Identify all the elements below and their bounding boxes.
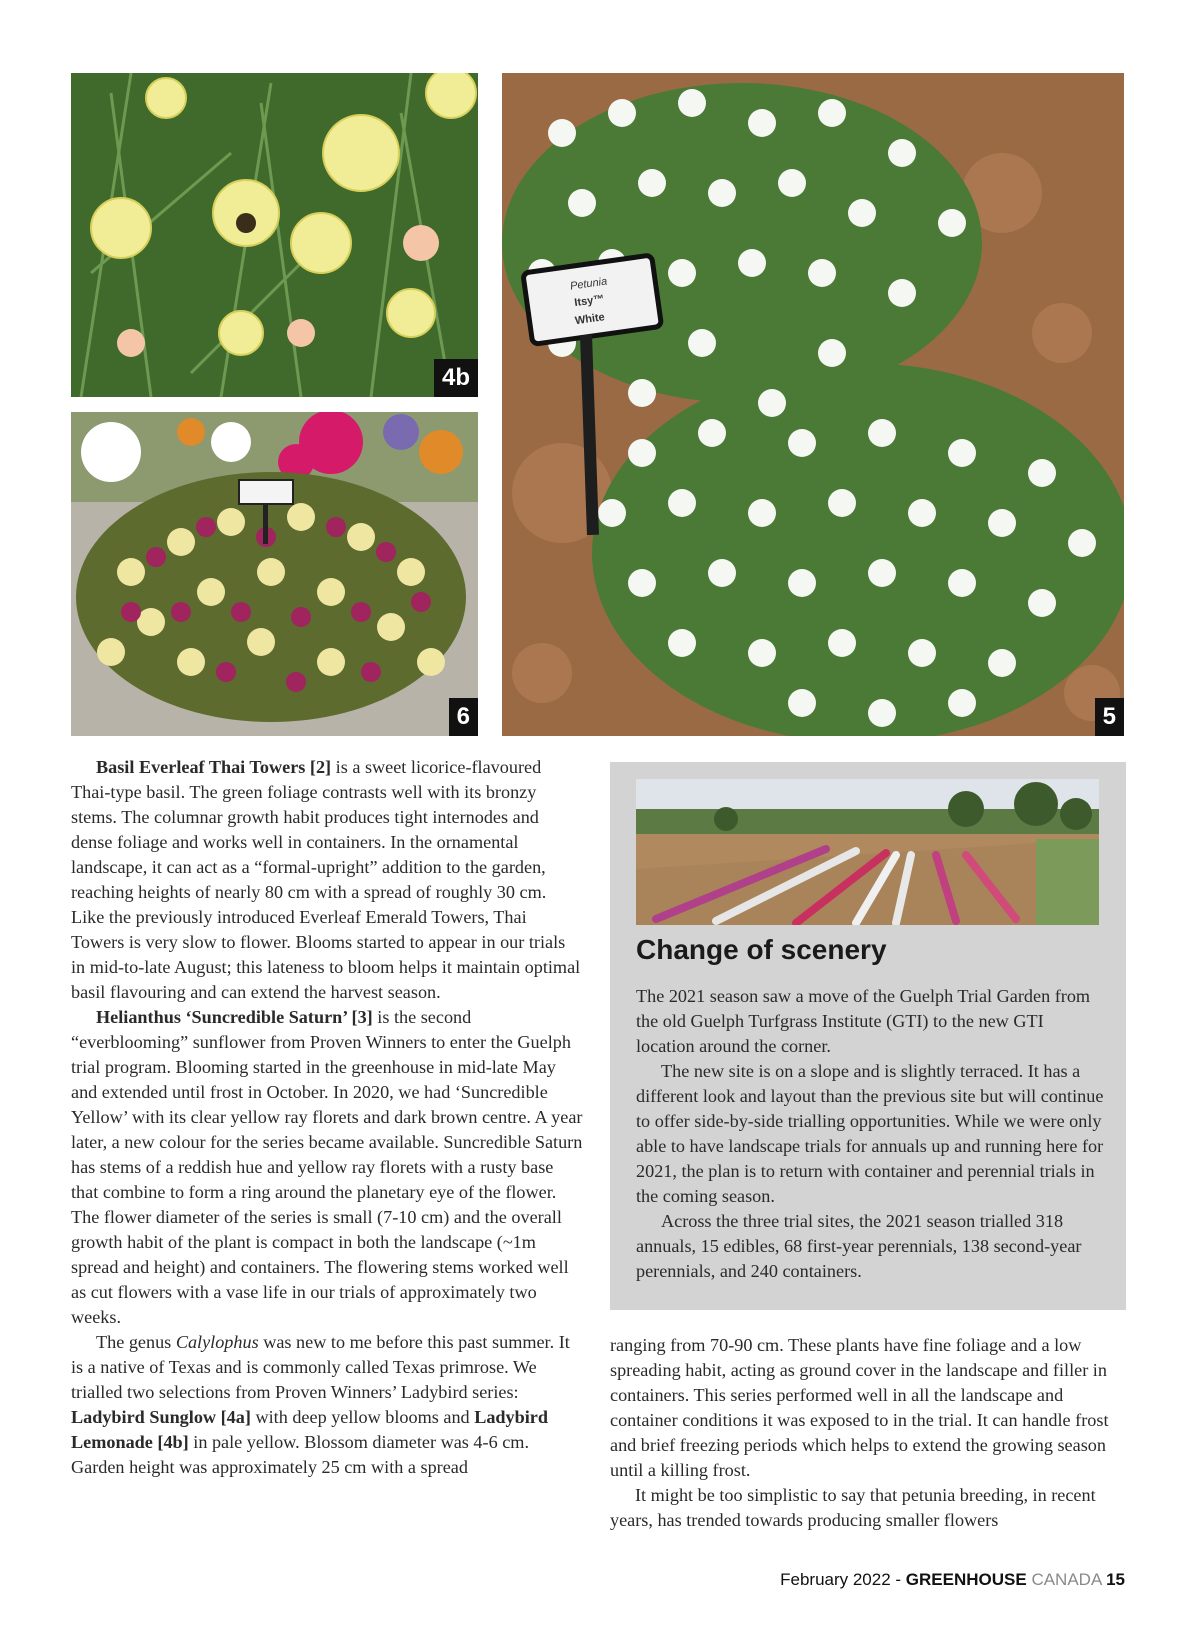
footer-canada: CANADA <box>1026 1570 1107 1589</box>
heading-ladybird-sunglow: Ladybird Sunglow [4a] <box>71 1407 251 1427</box>
paragraph-helianthus: Helianthus ‘Suncredible Saturn’ [3] is the second “everblooming” sunflower from Proven Winners to enter the Guelph trial program. Blooming started in the greenhouse in mid-late May and extended until frost in October. In 2020, we had ‘Suncredible Yellow’ with its clear yellow ray florets and dark brown centre. A year later, a new colour for the series became available. Suncredible Saturn has stems of a reddish hue and yellow ray florets with a rusty base that combine to form a ring around the planetary eye of the flower. The flower diameter of the series is small (7-10 cm) and the overall growth habit of the plant is compact in both the landscape (~1m spread and height) and containers. The flowering stems worked well as cut flowers with a vase life in our trials of approximately two weeks. <box>71 1007 583 1327</box>
photo-label-6: 6 <box>449 698 478 736</box>
paragraph-calylophus: The genus Calylophus was new to me before this past summer. It is a native of Texas and is commonly called Texas primrose. We trialled two selections from Proven Winners’ Ladybird series: Ladybird Sunglow [4a] with deep yellow blooms and Ladybird Lemonade [4b] in pale yellow. Blossom diameter was 4-6 cm. Garden height was approximately 25 cm with a spread <box>71 1332 570 1477</box>
sidebar-title: Change of scenery <box>636 934 887 965</box>
trial-garden-image <box>636 779 1099 925</box>
page-number: 15 <box>1106 1570 1125 1589</box>
sidebar-photo-trial-garden <box>636 779 1099 925</box>
sign-itsy: Itsy™ <box>573 293 606 310</box>
heading-ladybird-lemonade: Ladybird Lemonade [4b] <box>71 1407 548 1452</box>
sign-petunia: Petunia <box>569 275 608 293</box>
photo-5-image <box>502 73 1124 736</box>
sidebar-paragraph: The 2021 season saw a move of the Guelph Trial Garden from the old Guelph Turfgrass Institute (GTI) to the new GTI location around the corner. <box>636 986 1091 1056</box>
footer-date: February 2022 - <box>780 1570 906 1589</box>
sidebar-paragraph: Across the three trial sites, the 2021 season trialled 318 annuals, 15 edibles, 68 first-year perennials, 138 second-year perennials, and 240 containers. <box>636 1211 1082 1281</box>
heading-basil: Basil Everleaf Thai Towers [2] <box>96 757 332 777</box>
sidebar-change-of-scenery <box>610 762 1126 1310</box>
paragraph-continued: ranging from 70-90 cm. These plants have fine foliage and a low spreading habit, acting as ground cover in the landscape and filler in containers. This series performed well in all the landscape and container conditions it was exposed to in the trial. It can handle frost and brief freezing periods which helps to extend the growing season until a killing frost. <box>610 1335 1109 1480</box>
paragraph-basil: Basil Everleaf Thai Towers [2] is a sweet licorice-flavoured Thai-type basil. The green foliage contrasts well with its bronzy stems. The columnar growth habit produces tight internodes and dense foliage and works well in containers. In the ornamental landscape, it can act as a “formal-upright” addition to the garden, reaching heights of nearly 80 cm with a spread of roughly 30 cm. Like the previously introduced Everleaf Emerald Towers, Thai Towers is very slow to flower. Blooms started to appear in our trials in mid-to-late August; this lateness to bloom helps it maintain optimal basil flavouring and can extend the harvest season. <box>71 757 581 1002</box>
photo-4b <box>71 73 478 397</box>
heading-helianthus: Helianthus ‘Suncredible Saturn’ [3] <box>96 1007 373 1027</box>
photo-6-image <box>71 412 478 736</box>
sidebar-body <box>636 984 1106 1284</box>
footer-magazine: GREENHOUSE <box>905 1570 1027 1589</box>
right-column <box>610 1333 1126 1533</box>
left-column <box>71 755 583 1480</box>
photo-label-5: 5 <box>1095 698 1124 736</box>
photo-label-4b: 4b <box>434 359 478 397</box>
photo-6 <box>71 412 478 736</box>
photo-5 <box>502 73 1124 736</box>
page-footer <box>780 1570 1125 1590</box>
sign-white: White <box>574 311 606 328</box>
paragraph-petunia: It might be too simplistic to say that petunia breeding, in recent years, has trended towards producing smaller flowers <box>610 1485 1096 1530</box>
photo-4b-image <box>71 73 478 397</box>
sidebar-paragraph: The new site is on a slope and is slightly terraced. It has a different look and layout than the previous site but will continue to offer side-by-side trialling opportunities. While we were only able to have landscape trials for annuals up and running here for 2021, the plan is to return with container and perennial trials in the coming season. <box>636 1061 1104 1206</box>
